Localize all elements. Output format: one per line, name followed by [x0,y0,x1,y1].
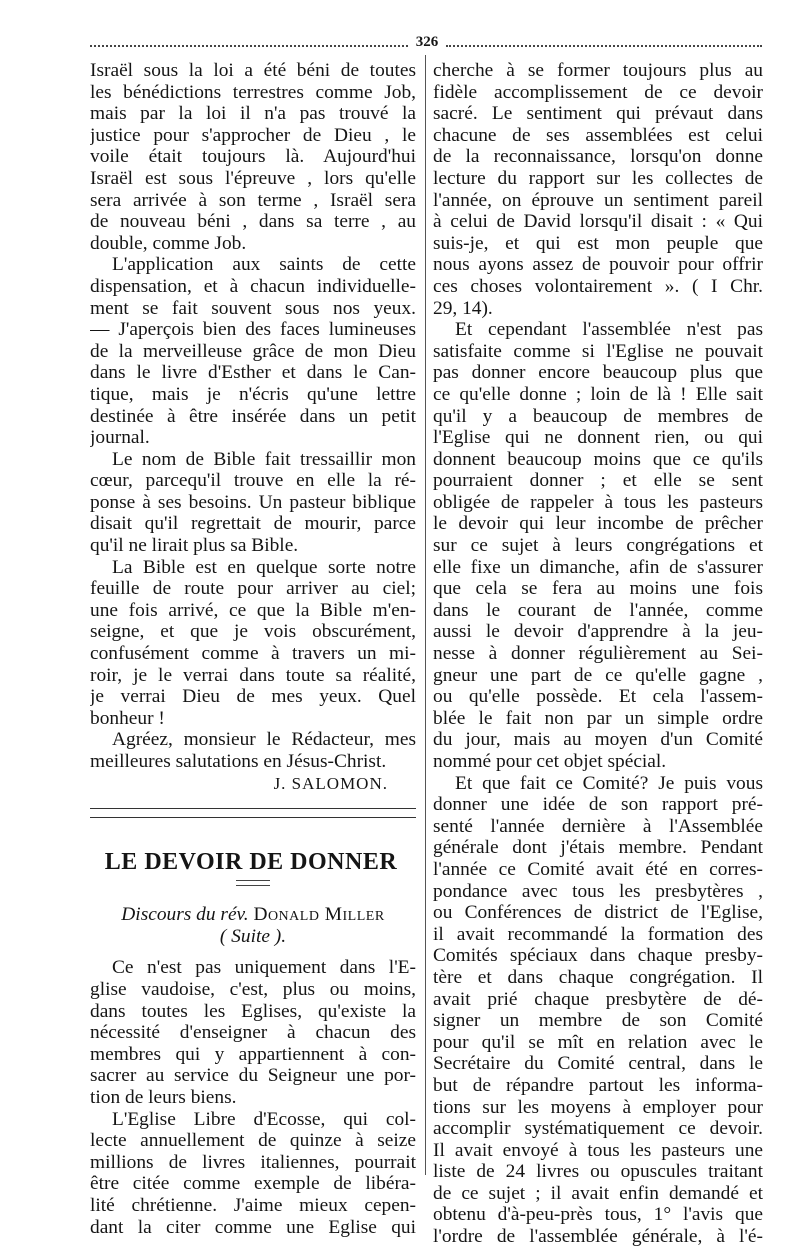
text-line: une fois arrivé, ce que la Bible m'en- [90,599,416,621]
header-rule-left [90,45,408,47]
byline-author: Donald Miller [253,904,385,926]
text-line: double, comme Job. [90,232,247,254]
text-line: voile était toujours là. Aujourd'hui [90,146,416,168]
text-line: gneur une part de ce qu'elle gagne , [433,664,763,686]
text-line: qu'il y a beaucoup de membres de [433,405,763,427]
left-column [90,60,416,1238]
text-line: lité chrétienne. J'aime mieux cepen- [90,1194,416,1216]
text-line: glise vaudoise, c'est, plus ou moins, [90,978,416,1000]
text-line: à celui de David lorsqu'il disait : « Qui [433,211,763,233]
text-line: cœur, parcequ'il trouve en elle la ré- [90,470,416,492]
letter-signature: J. SALOMON. [273,773,388,793]
text-line: sera arrivée à son terme , Israël sera [90,189,416,211]
text-line: pas donner encore beaucoup plus que [433,362,763,384]
right-paragraph-2 [433,319,763,772]
text-line: 29, 14). [433,297,493,319]
text-line: fidèle accomplissement de ce devoir [433,81,763,103]
text-line: Et que fait ce Comité? Je puis vous [455,772,763,794]
text-line: l'Eglise qui ne donnent rien, ou qui [433,427,763,449]
text-line: millions de livres italiennes, pourrait [90,1151,416,1173]
text-line: cherche à se former toujours plus au [433,60,763,81]
text-line: dans le courant de l'année, comme [433,599,763,621]
text-line: roir, je le verrai dans toute sa réalité, [90,664,416,686]
text-line: de ce sujet ; il avait enfin demandé et [433,1182,763,1204]
byline [90,904,416,926]
text-line: nous ayons assez de pouvoir pour offrir [433,254,763,276]
text-line: l'année ce Comité avait été en corres- [433,858,763,880]
text-line: donner une idée de son rapport pré- [433,794,763,816]
text-line: avait prié chaque presbytère de dé- [433,988,763,1010]
text-line: nécessité d'enseigner à chacun des [90,1022,416,1044]
text-line: de nouveau béni , dans sa terre , au [90,211,416,233]
text-line: l'année, on éprouve un sentiment pareil [433,189,763,211]
text-line: tion de leurs biens. [90,1086,237,1108]
text-line: je verrai Dieu de mes yeux. Quel [90,686,416,708]
text-line: bonheur ! [90,707,165,729]
left-paragraph-7 [90,1109,416,1239]
text-line: blée le fait non par un simple ordre [433,707,763,729]
text-line: sacrer au service du Seigneur une por- [90,1065,416,1087]
text-line: obtenu d'à-peu-près tous, 1° l'avis que [433,1204,763,1226]
text-line: ou qu'elle possède. Et cela l'assem- [433,686,763,708]
text-line: aussi le devoir d'apprendre à la jeu- [433,621,763,643]
right-paragraph-1 [433,60,763,319]
text-line: mais par la loi il n'a pas trouvé la [90,103,416,125]
text-line: tique, mais je n'écris qu'une lettre [90,383,416,405]
text-line: Comités spéciaux dans chaque presby- [433,945,763,967]
text-line: sacré. Le sentiment qui prévaut dans [433,103,763,125]
text-line: pourraient donner ; et elle se sent [433,470,763,492]
text-line: destinée à être insérée dans un petit [90,405,416,427]
left-paragraph-1 [90,60,416,254]
text-line: signer un membre de son Comité [433,1010,763,1032]
left-paragraph-2 [90,254,416,448]
section-title: LE DEVOIR DE DONNER [104,849,398,876]
text-line: chacune de ses assemblées est celui [433,124,763,146]
text-line: pour qu'il se mît en relation avec le [433,1031,763,1053]
text-line: Agréez, monsieur le Rédacteur, mes [112,729,416,751]
text-line: les bénédictions terrestres comme Job, [90,81,416,103]
text-line: générale dont j'étais membre. Pendant [433,837,763,859]
text-line: L'Eglise Libre d'Ecosse, qui col- [112,1108,416,1130]
sequel-note: ( Suite ). [219,925,287,947]
text-line: Et cependant l'assemblée n'est pas [455,319,763,341]
text-line: le devoir qui leur incombe de prêcher [433,513,763,535]
text-line: il avait recommandé la formation des [433,923,763,945]
text-line: L'application aux saints de cette [112,254,416,276]
text-line: but de répandre partout les informa- [433,1074,763,1096]
text-line: liste de 24 livres ou opuscules traitant [433,1161,763,1183]
text-line: suis-je, et qui est mon peuple que [433,232,763,254]
text-line: ces choses volontairement ». ( I Chr. [433,275,763,297]
left-paragraph-6 [90,957,416,1108]
text-line: du jour, mais au moyen d'un Comité [433,729,763,751]
header-rule-right [446,45,762,47]
text-line: tère et dans chaque congrégation. Il [433,966,763,988]
text-line: nommé pour cet objet spécial. [433,751,667,772]
text-line: pondance avec tous les presbytères , [433,880,763,902]
column-divider [425,55,426,1175]
text-line: sur ce sujet à leurs congrégations et [433,535,763,557]
text-line: accomplir systématiquement ce devoir. [433,1118,763,1140]
text-line: seigne, et que je vois obscurément, [90,621,416,643]
text-line: que cela se fera au moins une fois [433,578,763,600]
text-line: ment se fait souvent sous nos yeux. [90,297,416,319]
text-line: être citée comme exemple de libéra- [90,1173,416,1195]
text-line: disait qu'il regrettait de mourir, parce [90,513,416,535]
text-line: senté l'année dernière à l'Assemblée [433,815,763,837]
text-line: Secrétaire du Comité central, dans le [433,1053,763,1075]
page-number: 326 [415,34,439,50]
section-separator [90,808,416,818]
left-paragraph-5 [90,729,416,772]
text-line: lecture du rapport sur les collectes de [433,167,763,189]
text-line: dans toutes les Eglises, qu'existe la [90,1000,416,1022]
text-line: meilleures salutations en Jésus-Christ. [90,751,387,772]
byline-prefix: Discours du rév. [121,904,249,926]
text-line: Israël sous la loi a été béni de toutes [90,60,416,81]
text-line: ou Conférences de district de l'Eglise, [433,902,763,924]
title-ornament [236,880,270,886]
right-paragraph-3 [433,773,763,1248]
text-line: ce qu'elle donne ; loin de là ! Elle sait [433,383,763,405]
text-line: de la reconnaissance, lorsqu'on donne [433,146,763,168]
text-line: l'ordre de l'assemblée générale, à l'é- [433,1226,763,1248]
text-line: journal. [90,427,150,449]
text-line: de la merveilleuse grâce de mon Dieu [90,340,416,362]
text-line: tions sur les moyens à employer pour [433,1096,763,1118]
text-line: ponse à ses besoins. Un pasteur biblique [90,491,416,513]
text-line: membres qui y appartiennent à con- [90,1043,416,1065]
text-line: obligée de rappeler à tous les pasteurs [433,491,763,513]
text-line: dans le livre d'Esther et dans le Can- [90,362,416,384]
text-line: nesse à donner régulièrement au Sei- [433,643,763,665]
left-paragraph-4 [90,557,416,730]
text-line: satisfaite comme si l'Eglise ne pouvait [433,340,763,362]
text-line: donnent beaucoup moins que ce qu'ils [433,448,763,470]
text-line: qu'il ne lirait plus sa Bible. [90,535,299,557]
text-line: Le nom de Bible fait tressaillir mon [112,448,416,470]
text-line: lecte annuellement de quinze à seize [90,1130,416,1152]
text-line: La Bible est en quelque sorte notre [112,556,416,578]
text-line: Israël est sous l'épreuve , lors qu'elle [90,167,416,189]
text-line: justice pour s'approcher de Dieu , le [90,124,416,146]
text-line: dant la citer comme une Eglise qui [90,1216,416,1238]
right-column [433,60,763,1248]
text-line: elle fixe un dimanche, afin de s'assurer [433,556,763,578]
text-line: Il avait envoyé à tous les pasteurs une [433,1139,763,1161]
text-line: confusément comme à travers un mi- [90,643,416,665]
left-paragraph-3 [90,449,416,557]
text-line: — J'aperçois bien des faces lumineuses [90,319,416,341]
text-line: dispensation, et à chacun individuelle- [90,275,416,297]
text-line: Ce n'est pas uniquement dans l'E- [112,957,416,979]
text-line: feuille de route pour arriver au ciel; [90,578,416,600]
page-header [90,34,762,54]
